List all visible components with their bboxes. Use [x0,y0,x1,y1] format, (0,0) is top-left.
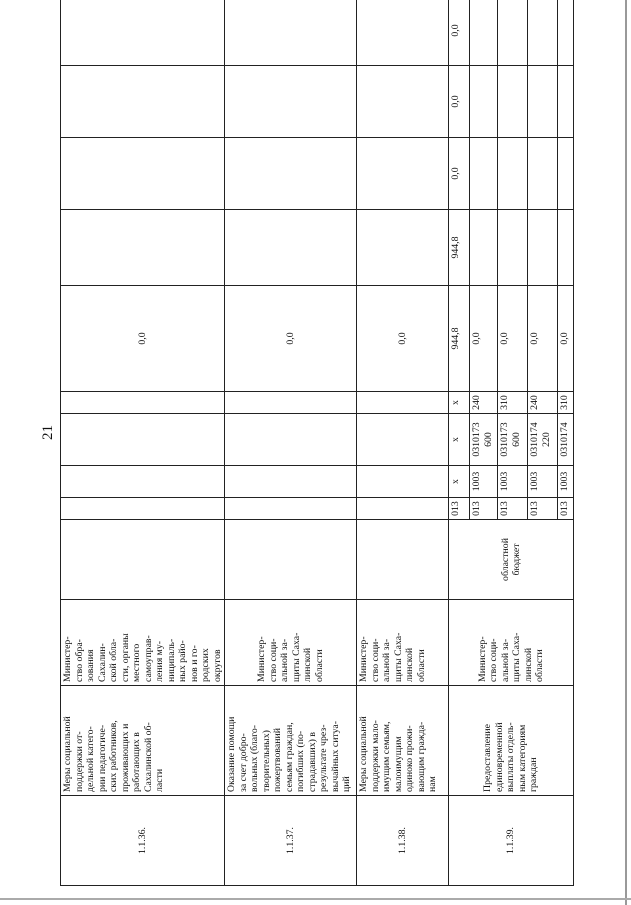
grbs-code: 013 [449,498,470,520]
funding-source [61,520,225,600]
csr-code: х [449,414,470,466]
table-wrapper [60,24,577,886]
measure-name: Меры социальной поддержки от- дельной катего- рии педагогиче- ских работников, проживающих и работающих в Сахалинской об- ласти [61,686,225,796]
grbs-code: 013 [498,498,528,520]
year-3-amount [357,66,449,138]
executor: Министер- ство соци- альной за- щиты Саха- линской области [449,600,574,686]
row-number: 1.1.39. [449,796,574,886]
grbs-code: 013 [528,498,558,520]
vr-code [225,392,357,414]
executor: Министер- ство соци- альной за- щиты Саха- линской области [225,600,357,686]
year-4-amount [61,0,225,66]
year-4-amount [225,0,357,66]
year-2-amount [61,138,225,210]
total-amount: 0,0 [357,286,449,392]
csr-code [225,414,357,466]
total-amount: 0,0 [528,286,558,392]
rz-code: х [449,466,470,498]
funding-source [357,520,449,600]
scan-edge-line [625,0,627,905]
year-2-amount [528,138,558,210]
csr-code: 0310173 600 [498,414,528,466]
year-1-amount [357,210,449,286]
year-1-amount [61,210,225,286]
executor: Министер- ство обра- зования Сахалин- ской обла- сти, органы местного самоуправ- ления му- ниципаль- ных райо- нов и го- родских округов [61,600,225,686]
grbs-code [357,498,449,520]
csr-code: 0310174 [558,414,574,466]
total-amount: 0,0 [225,286,357,392]
rz-code: 1003 [498,466,528,498]
vr-code: 240 [470,392,498,414]
year-3-amount [470,66,498,138]
year-4-amount [470,0,498,66]
year-1-amount [470,210,498,286]
year-2-amount: 0,0 [449,138,470,210]
vr-code: 310 [558,392,574,414]
year-3-amount [498,66,528,138]
vr-code: х [449,392,470,414]
rz-code: 1003 [528,466,558,498]
vr-code: 310 [498,392,528,414]
executor: Министер- ство соци- альной за- щиты Саха- линской области [357,600,449,686]
year-3-amount [528,66,558,138]
scan-edge-line [0,898,631,900]
csr-code [61,414,225,466]
year-1-amount [558,210,574,286]
grbs-code: 013 [558,498,574,520]
total-amount: 0,0 [558,286,574,392]
page-number: 21 [40,425,56,440]
year-2-amount [558,138,574,210]
year-4-amount [357,0,449,66]
year-4-amount [558,0,574,66]
year-4-amount [528,0,558,66]
year-3-amount: 0,0 [449,66,470,138]
rz-code [357,466,449,498]
year-1-amount [225,210,357,286]
year-4-amount [498,0,528,66]
table-row [225,0,357,886]
grbs-code: 013 [470,498,498,520]
grbs-code [61,498,225,520]
rz-code: 1003 [558,466,574,498]
year-1-amount [498,210,528,286]
year-3-amount [61,66,225,138]
total-amount: 0,0 [61,286,225,392]
csr-code: 0310173 600 [470,414,498,466]
funding-source [225,520,357,600]
rz-code: 1003 [470,466,498,498]
year-2-amount [498,138,528,210]
row-number: 1.1.36. [61,796,225,886]
rz-code [61,466,225,498]
table-row [357,0,449,886]
year-3-amount [225,66,357,138]
vr-code [357,392,449,414]
total-amount: 944,8 [449,286,470,392]
budget-table [60,0,574,886]
vr-code [61,392,225,414]
grbs-code [225,498,357,520]
csr-code [357,414,449,466]
funding-source: областной бюджет [449,520,574,600]
table-row [449,0,470,886]
measure-name: Меры социальной поддержки мало- имущим семьям, малоимущим одиноко прожи- вающим гражда- нам [357,686,449,796]
year-1-amount [528,210,558,286]
table-row [61,0,225,886]
measure-name: Оказание помощи за счет добро- вольных (благо- творительных) пожертвований семьям граждан, погибших (по- страдавших) в результате чрез- вычайных ситуа- ций [225,686,357,796]
csr-code: 0310174 220 [528,414,558,466]
row-number: 1.1.37. [225,796,357,886]
rz-code [225,466,357,498]
year-2-amount [470,138,498,210]
year-2-amount [357,138,449,210]
year-3-amount [558,66,574,138]
row-number: 1.1.38. [357,796,449,886]
year-4-amount: 0,0 [449,0,470,66]
total-amount: 0,0 [498,286,528,392]
year-1-amount: 944,8 [449,210,470,286]
measure-name: Предоставление единовременной выплаты отдель- ным категориям граждан [449,686,574,796]
vr-code: 240 [528,392,558,414]
year-2-amount [225,138,357,210]
total-amount: 0,0 [470,286,498,392]
